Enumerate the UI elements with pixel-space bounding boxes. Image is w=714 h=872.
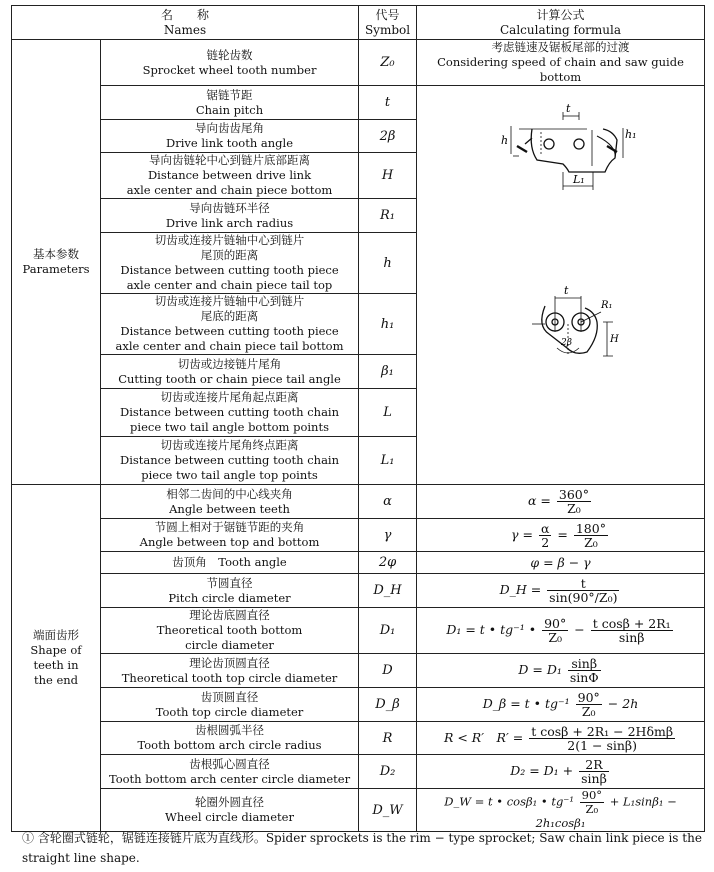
formula-r: R < R′ R′ = $\frac{\text{t cosβ + 2R₁ − 2Hδmβ}}{2(1 - \sin\beta)}$ <box>417 722 705 755</box>
symbol-cell: H <box>359 153 417 199</box>
name-cell: 锯链节距 Chain pitch <box>101 86 359 120</box>
symbol-cell: h <box>359 233 417 294</box>
symbol-cell: Z₀ <box>359 40 417 86</box>
name-cell: 齿根圆弧半径 Tooth bottom arch circle radius <box>101 722 359 755</box>
symbol-cell: L <box>359 389 417 437</box>
symbol-cell: β₁ <box>359 355 417 389</box>
formula-dh: D_H = $\frac{t}{\text{sin(90°/Z₀)}}$ <box>417 574 705 608</box>
table-row <box>12 654 705 688</box>
name-cell: 切齿或连接片尾角起点距离 Distance between cutting tooth chain piece two tail angle bottom points <box>101 389 359 437</box>
table-row <box>12 40 705 86</box>
table-row <box>12 485 705 519</box>
svg-text:t: t <box>564 284 569 297</box>
formula-dbeta: D_β = t • tg⁻¹ $\frac{90^\circ}{\text{Z₀}}$ − 2h <box>417 688 705 722</box>
table-row <box>12 519 705 552</box>
name-cell: 节圆直径 Pitch circle diameter <box>101 574 359 608</box>
svg-text:t: t <box>566 102 571 115</box>
svg-text:R₁: R₁ <box>601 300 613 311</box>
symbol-cell: γ <box>359 519 417 552</box>
name-cell: 切齿或连接片链轴中心到链片 尾顶的距离 Distance between cutting tooth piece axle center and chain piece tail top <box>101 233 359 294</box>
name-cell: 切齿或连接片尾角终点距离 Distance between cutting tooth chain piece two tail angle top points <box>101 437 359 485</box>
header-symbol: 代号 Symbol <box>359 6 417 40</box>
name-cell: 理论齿底圆直径 Theoretical tooth bottom circle diameter <box>101 608 359 654</box>
name-cell: 切齿或边接链片尾角 Cutting tooth or chain piece tail angle <box>101 355 359 389</box>
name-cell: 链轮齿数 Sprocket wheel tooth number <box>101 40 359 86</box>
symbol-cell: 2β <box>359 120 417 153</box>
chain-diagrams <box>417 86 705 456</box>
drive-link-diagram <box>511 112 623 190</box>
name-cell: 导向齿链轮中心到链片底部距离 Distance between drive link axle center and chain piece bottom <box>101 153 359 199</box>
parameter-table <box>11 5 705 832</box>
symbol-cell: D <box>359 654 417 688</box>
table-row <box>12 552 705 574</box>
symbol-cell: D_H <box>359 574 417 608</box>
diagram-cell <box>417 86 705 485</box>
name-cell: 导向齿齿尾角 Drive link tooth angle <box>101 120 359 153</box>
table-row <box>12 755 705 789</box>
symbol-cell: α <box>359 485 417 519</box>
svg-text:L₁: L₁ <box>573 173 585 186</box>
symbol-cell: R <box>359 722 417 755</box>
formula-phi: φ = β − γ <box>417 552 705 574</box>
formula-d: D = D₁ $\frac{\sin\beta}{\sin\Phi}$ <box>417 654 705 688</box>
header-names: 名 称 Names <box>12 6 359 40</box>
symbol-cell: t <box>359 86 417 120</box>
group-end-shape: 端面齿形 Shape of teeth in the end <box>12 485 101 832</box>
table-row <box>12 722 705 755</box>
name-cell: 轮圈外圆直径 Wheel circle diameter <box>101 789 359 832</box>
table-row <box>12 86 705 120</box>
symbol-cell: D_β <box>359 688 417 722</box>
name-cell: 切齿或连接片链轴中心到链片 尾底的距离 Distance between cutting tooth piece axle center and chain piece tail bottom <box>101 294 359 355</box>
name-cell: 相邻二齿间的中心线夹角 Angle between teeth <box>101 485 359 519</box>
table-row <box>12 688 705 722</box>
symbol-cell: h₁ <box>359 294 417 355</box>
symbol-cell: L₁ <box>359 437 417 485</box>
formula-cell: 考虑链速及锯板尾部的过渡 Considering speed of chain and saw guide bottom <box>417 40 705 86</box>
formula-d2: D₂ = D₁ + $\frac{2R}{\sin\beta}$ <box>417 755 705 789</box>
symbol-cell: R₁ <box>359 199 417 233</box>
svg-text:H: H <box>610 334 619 345</box>
footnote: ① 含轮圈式链轮，锯链连接链片底为直线形。Spider sprockets is the rim − type sprocket; Saw chain link piece is the straight line shape. <box>22 831 702 865</box>
name-cell: 齿顶角 Tooth angle <box>101 552 359 574</box>
formula-dw: D_W = t • cosβ₁ • tg⁻¹ $\frac{90^\circ}{\text{Z₀}}$ + L₁sinβ₁ − 2h₁cosβ₁ <box>417 789 705 832</box>
table-row <box>12 608 705 654</box>
header-formula: 计算公式 Calculating formula <box>417 6 705 40</box>
formula-gamma: γ = $\frac{\alpha}{2}$ = $\frac{180^\circ}{\text{Z₀}}$ <box>417 519 705 552</box>
name-cell: 理论齿顶圆直径 Theoretical tooth top circle diameter <box>101 654 359 688</box>
svg-text:h: h <box>501 134 509 147</box>
symbol-cell: 2φ <box>359 552 417 574</box>
table-row <box>12 574 705 608</box>
symbol-cell: D₂ <box>359 755 417 789</box>
name-cell: 齿根弧心圆直径 Tooth bottom arch center circle diameter <box>101 755 359 789</box>
formula-alpha: α = $\frac{360^\circ}{\text{Z₀}}$ <box>417 485 705 519</box>
symbol-cell: D₁ <box>359 608 417 654</box>
svg-text:h₁: h₁ <box>625 128 637 141</box>
name-cell: 节圆上相对于锯链节距的夹角 Angle between top and bottom <box>101 519 359 552</box>
header-row <box>12 6 705 40</box>
svg-text:2β: 2β <box>561 338 572 348</box>
symbol-cell: D_W <box>359 789 417 832</box>
name-cell: 齿顶圆直径 Tooth top circle diameter <box>101 688 359 722</box>
table-row <box>12 789 705 832</box>
group-basic-parameters: 基本参数 Parameters <box>12 40 101 485</box>
formula-d1: D₁ = t • tg⁻¹ • $\frac{90^\circ}{\text{Z₀}}$ − $\frac{\text{t cosβ + 2R₁}}{\sin\beta}$ <box>417 608 705 654</box>
name-cell: 导向齿链环半径 Drive link arch radius <box>101 199 359 233</box>
